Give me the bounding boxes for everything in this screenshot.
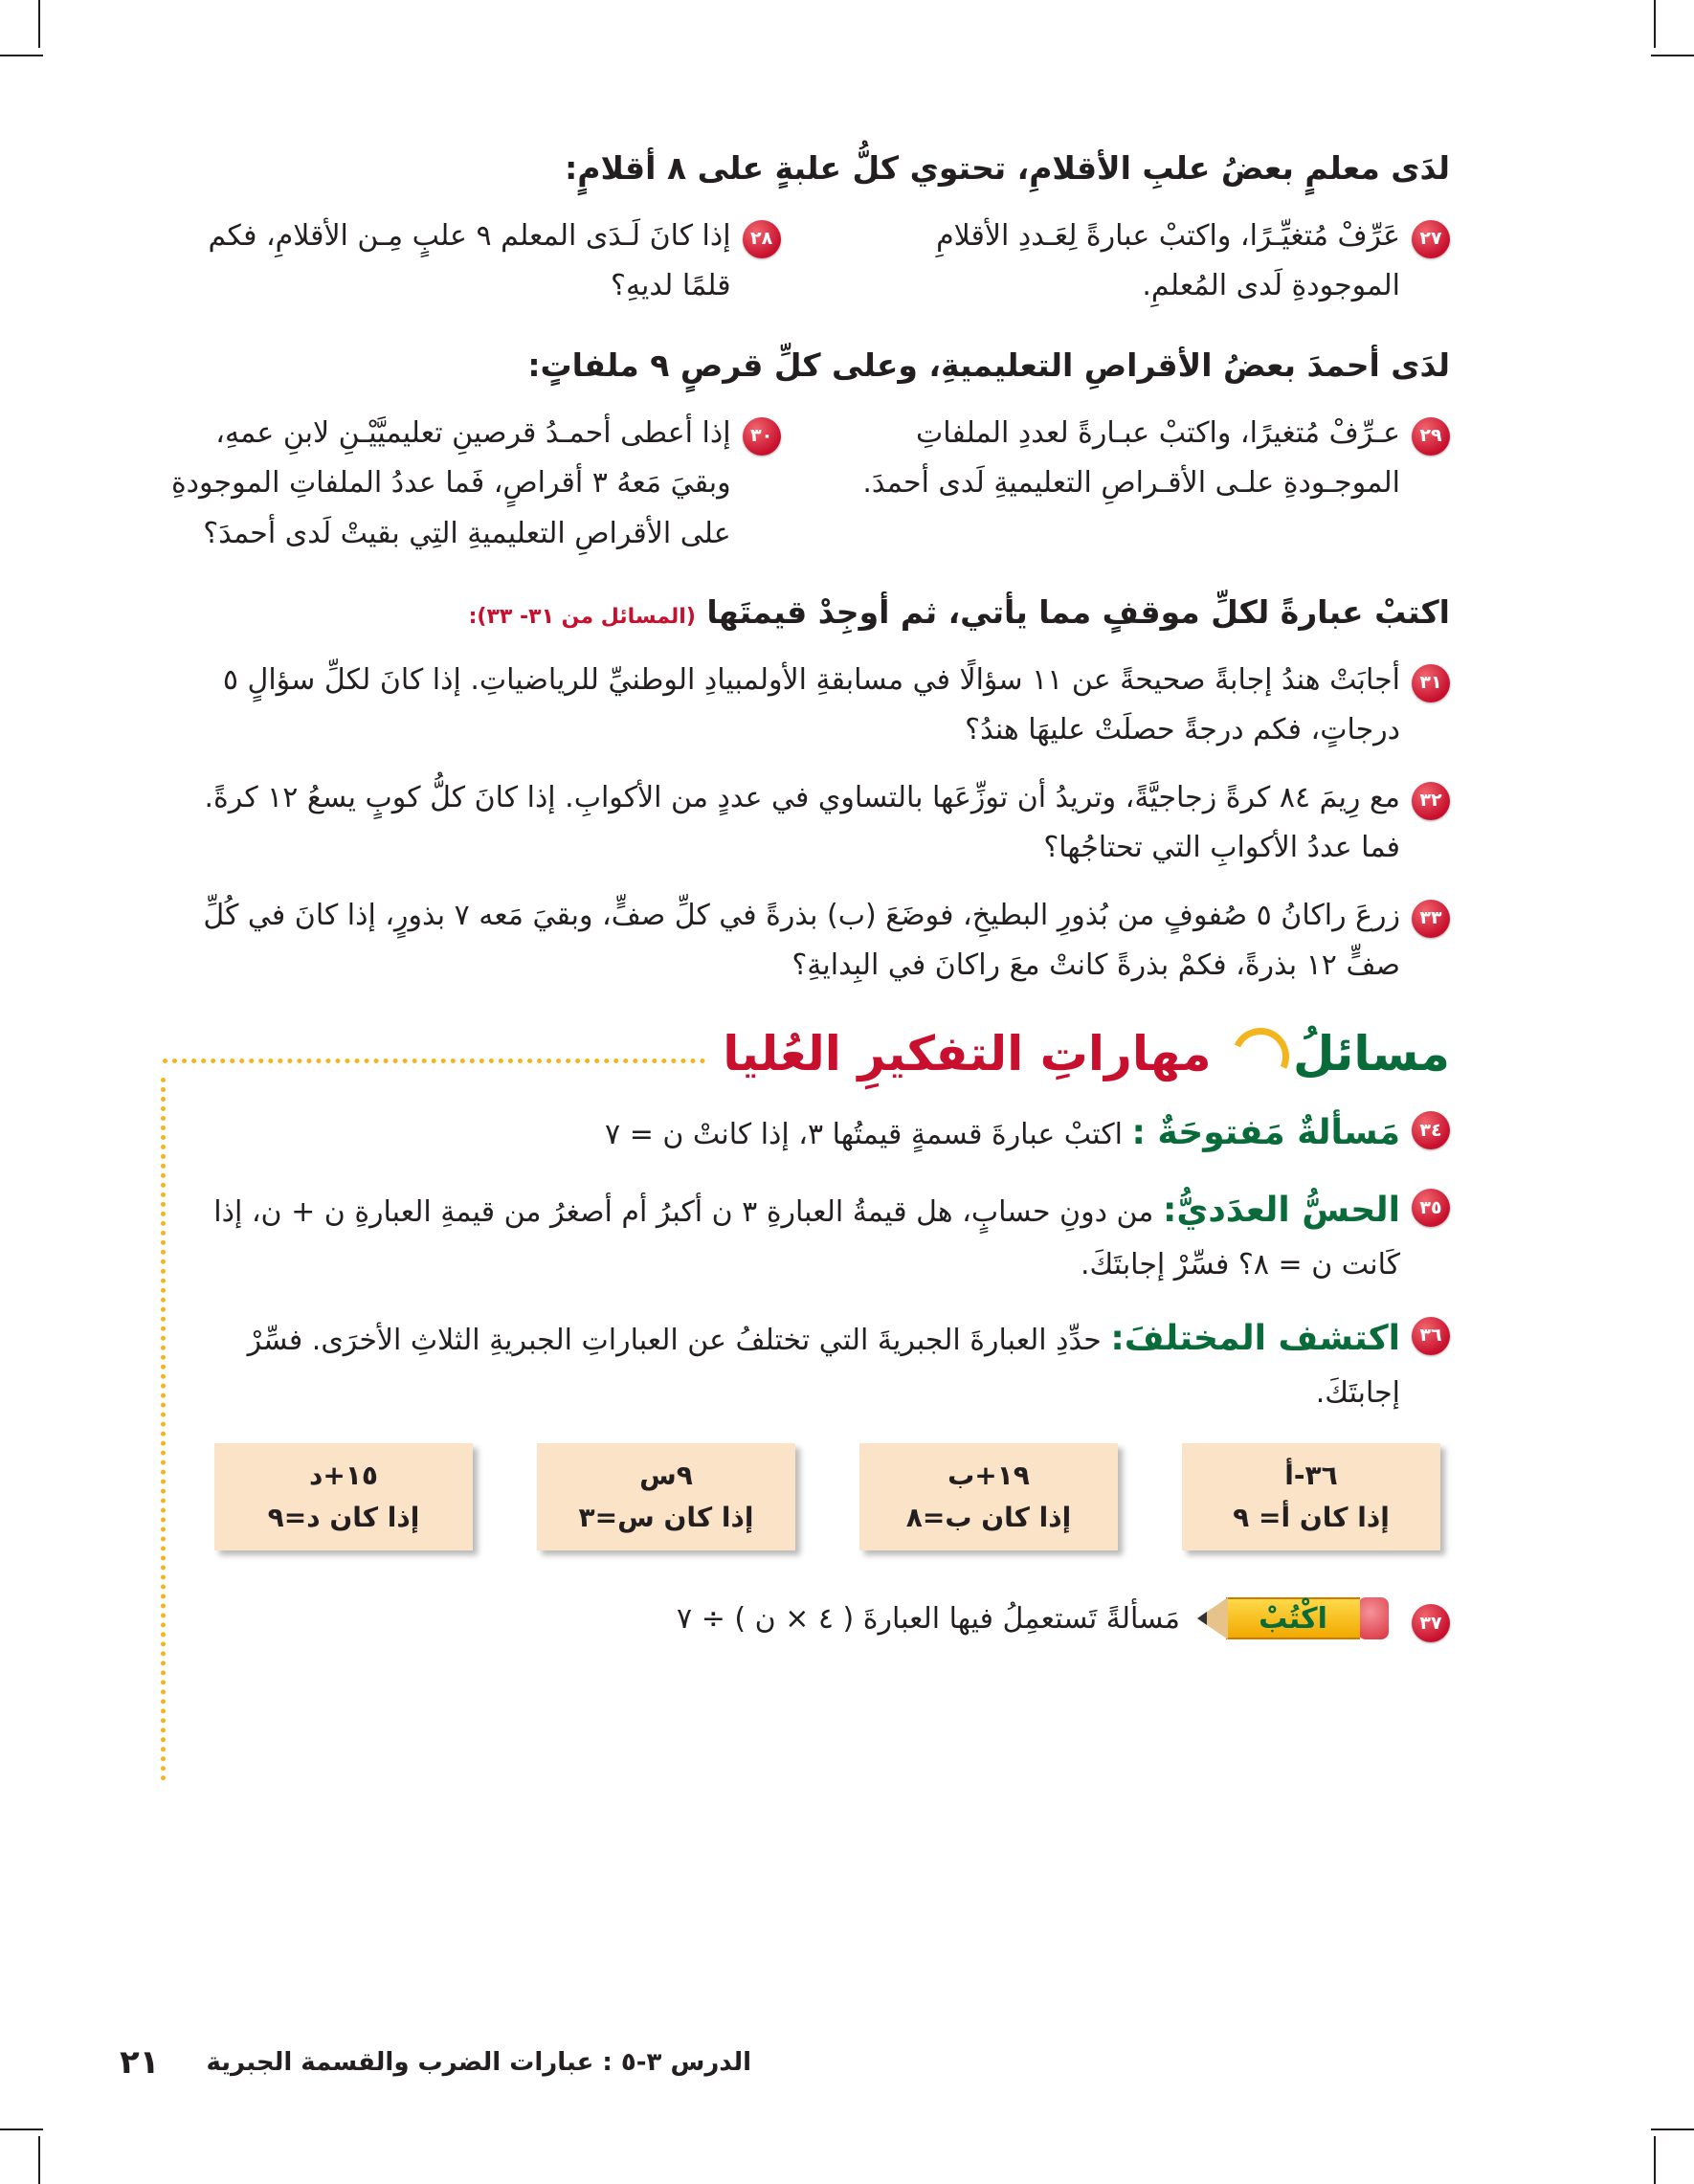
question-35 [176,1180,1450,1291]
expression-cards [176,1443,1450,1550]
intro-disks: لدَى أحمدَ بعضُ الأقراصِ التعليميةِ، وعلى كلِّ قرصٍ ٩ ملفاتٍ: [527,345,1450,384]
expression-card [1182,1443,1440,1550]
crescent-icon [1224,1020,1298,1094]
question-number-badge: ٢٨ [743,220,781,258]
card-condition: إذا كان أ= ٩ [1233,1502,1390,1534]
question-number-badge: ٣١ [1412,664,1450,702]
hots-title [723,1026,1450,1086]
question-number-badge: ٢٧ [1412,220,1450,258]
question-text: إذا أعطى أحمـدُ قرصينِ تعليميَّيْـنِ لابنِ عمهِ، وبقيَ مَعهُ ٣ أقراصٍ، فَما عددُ الملفاتِ الموجودةِ على الأقراصِ التعليميةِ التِي بقيتْ لَدى أحمدَ؟ [170,415,731,550]
dotted-divider [163,1059,705,1063]
question-text: عـرِّفْ مُتغيرًا، واكتبْ عبـارةً لعددِ الملفاتِ الموجـودةِ علـى الأقـراصِ التعليميةِ لَدى أحمدَ. [862,415,1400,501]
question-text: زرعَ راكانُ ٥ صُفوفٍ من بُذورِ البطيخِ، فوضَعَ (ب) بذرةً في كلِّ صفٍّ، وبقيَ مَعه ٧ بذورٍ، إذا كانَ في كُلِّ صفٍّ ١٢ بذرةً، فكمْ بذرةً كانتْ معَ راكانَ في البِدايةِ؟ [203,898,1400,983]
page-content [163,144,1450,2067]
card-expression: ١٥+د [308,1459,379,1491]
write-label: اكْتُبْ [1226,1597,1360,1639]
card-expression: ٩س [639,1459,693,1491]
question-text: من دونِ حسابٍ، هل قيمةُ العبارةِ ٣ ن أكبرُ أم أصغرُ من قيمةِ العبارةِ ن + ن، إذا كَانت ن = ٨؟ فسِّرْ إجابتَكَ. [213,1195,1400,1282]
crop-mark [38,0,40,48]
intro-write-text: اكتبْ عبارةً لكلِّ موقفٍ مما يأتي، ثم أوجِدْ قيمتَها [706,593,1450,632]
crop-mark [0,55,43,56]
question-text: حدِّدِ العبارةَ الجبريةَ التي تختلفُ عن العباراتِ الجبريةِ الثلاثِ الأخرَى. فسِّرْ إجابتَكَ. [247,1323,1400,1410]
hots-title-prefix: مسائلُ [1292,1025,1450,1081]
question-number-badge: ٣٢ [1412,782,1450,820]
question-34 [176,1103,1450,1163]
crop-mark [0,2128,43,2130]
card-expression: ١٩+ب [947,1459,1030,1491]
card-condition: إذا كان س=٣ [578,1502,754,1534]
expression-card [537,1443,795,1550]
crop-mark [1651,55,1694,56]
question-text: عَرِّفْ مُتغيِّـرًا، واكتبْ عبارةً لِعَـددِ الأقلامِ الموجودةِ لَدى المُعلمِ. [936,218,1400,303]
question-text: إذا كانَ لَـدَى المعلم ٩ علبٍ مِـن الأقلامِ، فكم قلمًا لديهِ؟ [208,218,731,303]
intro-write-range: (المسائل من ٣١- ٣٣): [468,605,696,630]
page-number: ٢١ [120,2043,160,2082]
question-label: مَسألةٌ مَفتوحَةٌ : [1131,1113,1400,1153]
question-27 [832,212,1450,312]
crop-mark [1654,0,1656,48]
question-36 [176,1308,1450,1419]
hots-title-rest: مهاراتِ التفكيرِ العُليا [723,1025,1212,1081]
question-31 [163,656,1450,756]
crop-mark [1654,2136,1656,2184]
hots-section [163,1085,1450,1550]
question-number-badge: ٣٥ [1412,1189,1450,1227]
question-30 [163,409,781,560]
question-number-badge: ٣٠ [743,417,781,456]
questions-27-28 [163,212,1450,312]
question-33 [163,891,1450,992]
question-number-badge: ٣٦ [1412,1317,1450,1355]
hots-heading [163,1026,1450,1086]
question-number-badge: ٢٩ [1412,417,1450,456]
card-condition: إذا كان ب=٨ [905,1502,1072,1534]
question-text: اكتبْ عبارةَ قسمةٍ قيمتُها ٣، إذا كانتْ ن = ٧ [605,1118,1123,1152]
card-condition: إذا كان د=٩ [267,1502,420,1534]
crop-mark [38,2136,40,2184]
question-text: مع رِيمَ ٨٤ كرةً زجاجيَّةً، وتريدُ أن توزِّعَها بالتساوي في عددٍ من الأكوابِ. إذا كانَ كلُّ كوبٍ يسعُ ١٢ كرةً. فما عددُ الأكوابِ التي تحتاجُها؟ [204,780,1400,865]
footer-lesson-title: الدرس ٣-٥ : عبارات الضرب والقسمة الجبرية [206,2048,751,2077]
intro-write [163,588,1450,638]
question-text: أجابَتْ هندُ إجابةً صحيحةً عن ١١ سؤالًا في مسابقةِ الأولمبيادِ الوطنيِّ للرياضياتِ. إذا كانَ لكلِّ سؤالٍ ٥ درجاتٍ، فكم درجةً حصلَتْ عليهَا هندُ؟ [222,662,1400,747]
question-number-badge: ٣٤ [1412,1111,1450,1149]
question-37 [163,1594,1450,1642]
expression-card [859,1443,1118,1550]
question-text: مَسألةً تَستعمِلُ فيها العبارةَ ( ٤ × ن ) ÷ ٧ [677,1601,1180,1636]
question-29 [832,409,1450,560]
question-28 [163,212,781,312]
question-label: الحسُّ العدَديُّ: [1162,1191,1400,1231]
expression-card [214,1443,473,1550]
question-number-badge: ٣٧ [1412,1604,1450,1642]
intro-pens: لدَى معلمٍ بعضُ علبِ الأقلامِ، تحتوي كلُّ علبةٍ على ٨ أقلامٍ: [565,149,1450,187]
question-32 [163,773,1450,874]
questions-29-30 [163,409,1450,560]
question-label: اكتشف المختلفَ: [1110,1318,1400,1358]
card-expression: ٣٦-أ [1284,1459,1338,1491]
dotted-border [161,1078,166,1781]
question-number-badge: ٣٣ [1412,900,1450,938]
pencil-icon [1197,1594,1389,1642]
crop-mark [1651,2128,1694,2130]
page-footer [120,2043,751,2082]
